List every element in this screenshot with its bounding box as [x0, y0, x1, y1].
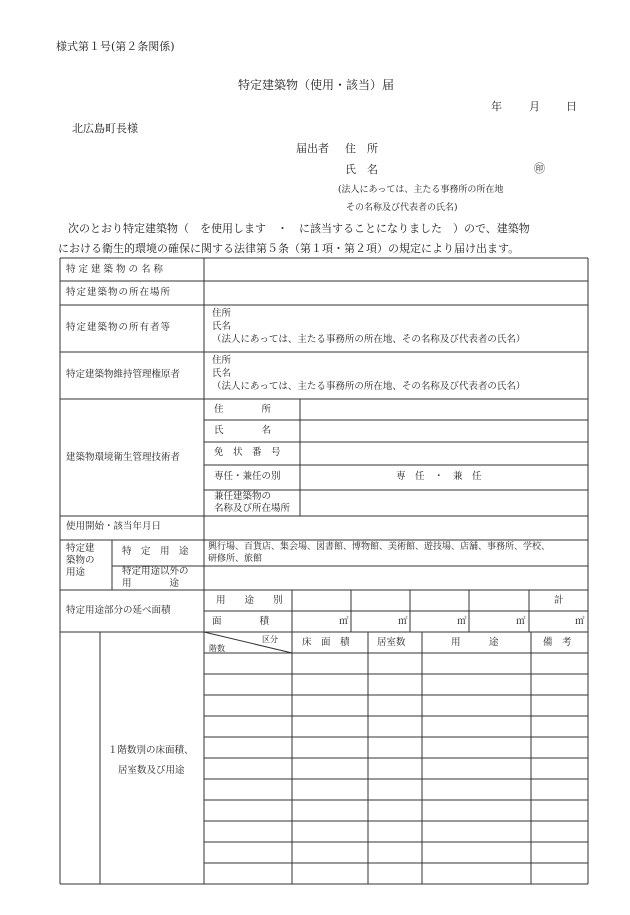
maintainer-label: 特定建築物維持管理権原者: [66, 369, 181, 380]
fulltime-parttime-value: 専 任 ・ 兼 任: [396, 471, 482, 482]
start-date-label: 使用開始・該当年月日: [66, 521, 162, 532]
concurrent-building-label-1: 兼任建築物の: [214, 491, 272, 502]
fulltime-parttime-label: 専任・兼任の別: [214, 471, 281, 482]
remarks-column-header: 備 考: [543, 637, 572, 648]
maintainer-name-label: 氏名: [212, 368, 232, 379]
addressee: 北広島町長様: [72, 122, 138, 135]
filer-address-label: 住 所: [345, 142, 378, 155]
maintainer-address-label: 住所: [212, 355, 232, 366]
use-category-label: 用 途 別: [216, 595, 283, 606]
area-label: 面 積: [212, 616, 270, 627]
floor-section-label-1: １階数別の床面積、: [108, 745, 194, 756]
corporate-note-line1: (法人にあっては、主たる事務所の所在地: [338, 185, 504, 195]
use-column-header: 用 途: [451, 637, 499, 648]
floor-area-column-header: 床 面 積: [302, 637, 350, 648]
filer-name-label: 氏 名: [345, 163, 378, 176]
rooms-column-header: 居室数: [377, 637, 406, 648]
owner-corporate-note: （法人にあっては、主たる事務所の所在地、その名称及び代表者の氏名）: [212, 334, 526, 345]
specific-use-label: 特 定 用 途: [122, 546, 189, 557]
floor-area-total-label: 特定用途部分の延べ面積: [66, 605, 171, 616]
concurrent-building-label-2: 名称及び所在場所: [214, 503, 291, 514]
owner-label: 特定建築物の所有者等: [66, 322, 172, 333]
specific-use-values-1: 興行場、百貨店、集会場、図書館、博物館、美術館、遊技場、店舗、事務所、学校、: [208, 542, 551, 552]
other-use-label-2: 用 途: [122, 578, 180, 589]
seal-mark: ㊞: [534, 162, 545, 175]
technician-label: 建築物環境衛生管理技術者: [66, 452, 181, 463]
sqm-unit-3: ㎡: [457, 616, 467, 627]
date-year-label: 年: [491, 100, 502, 113]
building-location-label: 特定建築物の所在場所: [66, 287, 172, 298]
diagonal-header-section: 区分: [262, 635, 278, 644]
sqm-unit-5: ㎡: [575, 616, 585, 627]
technician-address-label: 住 所: [214, 404, 272, 415]
maintainer-corporate-note: （法人にあっては、主たる事務所の所在地、その名称及び代表者の氏名）: [212, 381, 526, 392]
date-month-label: 月: [529, 100, 540, 113]
body-text-line1: 次のとおり特定建築物（ を使用します ・ に該当することになりました ）ので、建築物: [68, 222, 530, 235]
usage-group-label-3: 用途: [66, 567, 86, 578]
date-day-label: 日: [566, 100, 577, 113]
form-title: 特定建築物（使用・該当）届: [238, 78, 395, 92]
sqm-unit-2: ㎡: [398, 616, 408, 627]
technician-name-label: 氏 名: [214, 425, 272, 436]
sqm-unit-1: ㎡: [339, 616, 349, 627]
sqm-unit-4: ㎡: [516, 616, 526, 627]
usage-group-label-2: 築物の: [66, 555, 95, 566]
filer-label: 届出者: [296, 142, 329, 155]
body-text-line2: における衛生的環境の確保に関する法律第５条（第１項・第２項）の規定により届け出ます。: [58, 242, 520, 255]
total-label: 計: [554, 595, 564, 606]
form-number: 様式第１号(第２条関係): [56, 40, 175, 53]
owner-name-label: 氏名: [212, 321, 232, 332]
diagonal-header-floor: 階数: [209, 644, 225, 653]
floor-section-label-2: 居室数及び用途: [118, 765, 185, 776]
other-use-label-1: 特定用途以外の: [122, 566, 189, 577]
license-number-label: 免 状 番 号: [214, 447, 281, 458]
owner-address-label: 住所: [212, 308, 232, 319]
usage-group-label-1: 特定建: [66, 543, 95, 554]
corporate-note-line2: その名称及び代表者の氏名): [346, 203, 458, 213]
specific-use-values-2: 研修所、旅館: [208, 554, 263, 564]
building-name-label: 特定建築物の名称: [66, 264, 167, 275]
